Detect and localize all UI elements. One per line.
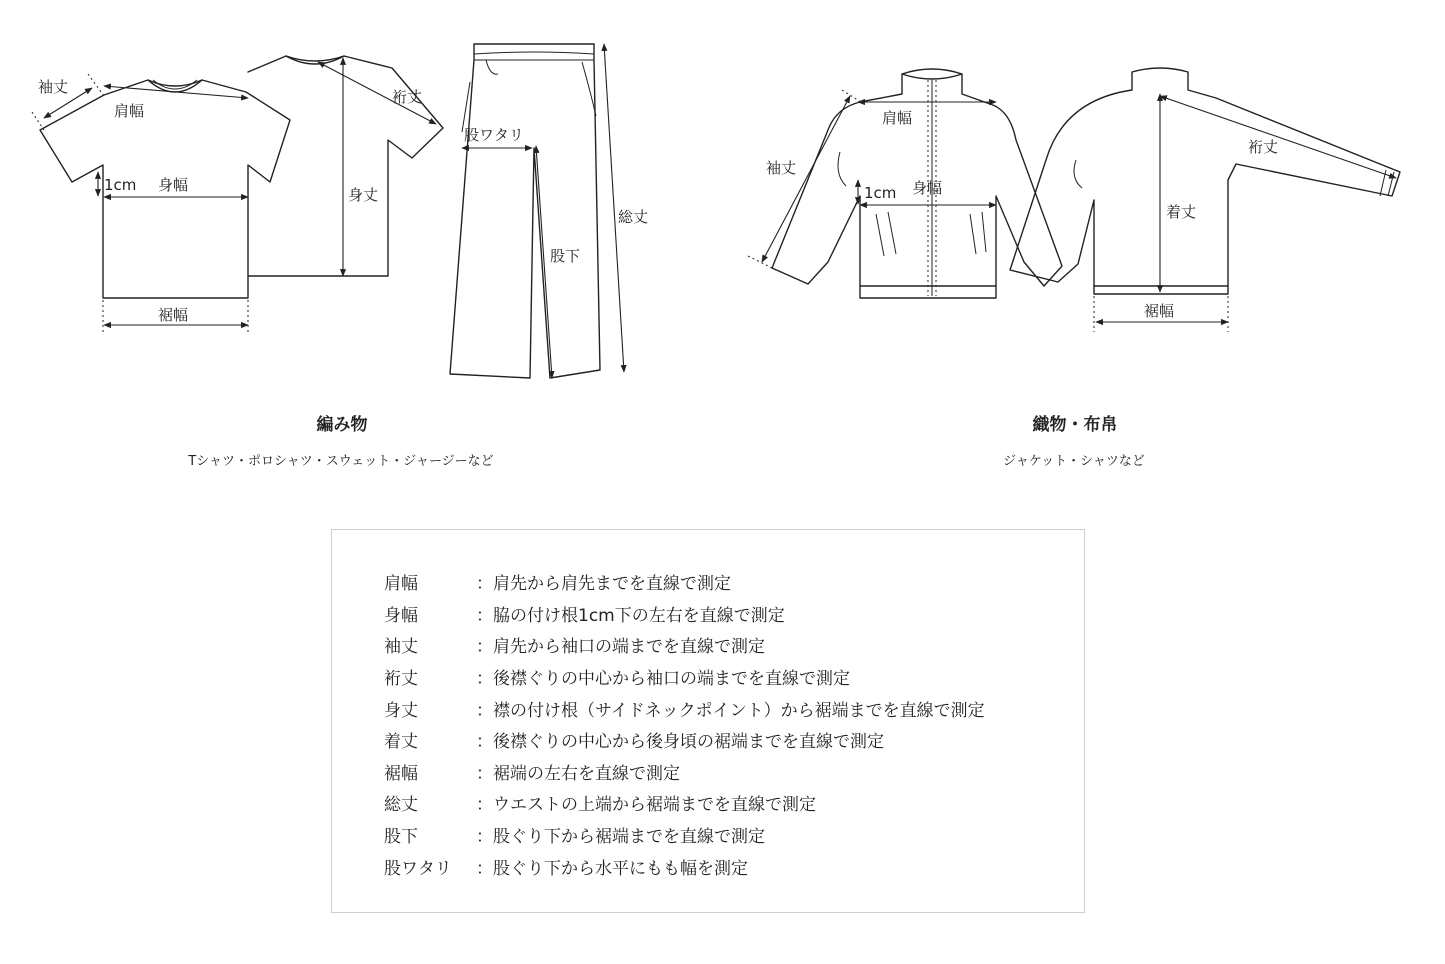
legend-definition: ：脇の付け根1cm下の左右を直線で測定 (476, 605, 785, 626)
legend-row (384, 692, 985, 724)
legend-term: 股下 (384, 827, 418, 848)
legend-row (384, 566, 985, 598)
jacket-back-drawing (1010, 68, 1400, 294)
legend-term: 肩幅 (384, 574, 418, 595)
legend-term: 袖丈 (384, 637, 418, 658)
legend-list (384, 566, 985, 882)
legend-row (384, 661, 985, 693)
woven-one-cm-label: 1cm (864, 184, 897, 202)
legend-definition: ：股ぐり下から水平にもも幅を測定 (476, 858, 748, 879)
knit-hem-width-label: 裾幅 (158, 306, 189, 324)
legend-definition: ：後襟ぐりの中心から袖口の端までを直線で測定 (476, 669, 850, 690)
legend-term: 股ワタリ (384, 858, 452, 879)
knit-total-length-label: 総丈 (618, 208, 649, 226)
knit-body-width-label: 身幅 (158, 176, 189, 194)
legend-term: 裄丈 (384, 669, 418, 690)
legend-row (384, 819, 985, 851)
legend-term: 総丈 (384, 795, 418, 816)
knit-shoulder-width-label: 肩幅 (114, 102, 145, 120)
legend-term: 身幅 (384, 605, 418, 626)
knit-section-subtitle: Tシャツ・ポロシャツ・スウェット・ジャージーなど (188, 454, 494, 469)
knit-one-cm-label: 1cm (104, 176, 137, 194)
woven-sleeve-length-label: 袖丈 (766, 159, 797, 177)
knit-shoulder-width-line (104, 86, 248, 98)
legend-definition: ：股ぐり下から裾端までを直線で測定 (476, 827, 765, 848)
legend-definition: ：肩先から肩先までを直線で測定 (476, 574, 731, 595)
woven-section-title: 織物・布帛 (1032, 415, 1118, 435)
woven-hem-width-label: 裾幅 (1144, 302, 1175, 320)
woven-sleeve-length-line (748, 90, 864, 270)
legend-box (331, 529, 1085, 913)
legend-term: 裾幅 (384, 763, 418, 784)
legend-row (384, 787, 985, 819)
legend-row (384, 724, 985, 756)
legend-definition: ：裾端の左右を直線で測定 (476, 763, 680, 784)
legend-row (384, 598, 985, 630)
legend-term: 着丈 (384, 732, 418, 753)
legend-definition: ：後襟ぐりの中心から後身頃の裾端までを直線で測定 (476, 732, 884, 753)
woven-section-subtitle: ジャケット・シャツなど (1003, 454, 1145, 469)
legend-definition: ：ウエストの上端から裾端までを直線で測定 (476, 795, 816, 816)
knit-section-title: 編み物 (316, 415, 368, 435)
legend-term: 身丈 (384, 700, 418, 721)
knit-inseam-label: 股下 (550, 247, 581, 265)
pants-drawing (450, 44, 600, 378)
legend-definition: ：肩先から袖口の端までを直線で測定 (476, 637, 765, 658)
woven-yuki-line (1160, 96, 1396, 178)
legend-definition: ：襟の付け根（サイドネックポイント）から裾端までを直線で測定 (476, 700, 985, 721)
knit-yuki-label: 裄丈 (392, 88, 423, 106)
legend-row (384, 629, 985, 661)
woven-shoulder-width-label: 肩幅 (882, 109, 913, 127)
woven-garment-length-label: 着丈 (1166, 203, 1197, 221)
knit-sleeve-length-label: 袖丈 (38, 78, 69, 96)
knit-body-length-label: 身丈 (348, 186, 379, 204)
knit-thigh-width-label: 股ワタリ (464, 126, 524, 144)
woven-yuki-label: 裄丈 (1248, 138, 1279, 156)
legend-row (384, 850, 985, 882)
legend-row (384, 756, 985, 788)
woven-body-width-label: 身幅 (912, 179, 943, 197)
